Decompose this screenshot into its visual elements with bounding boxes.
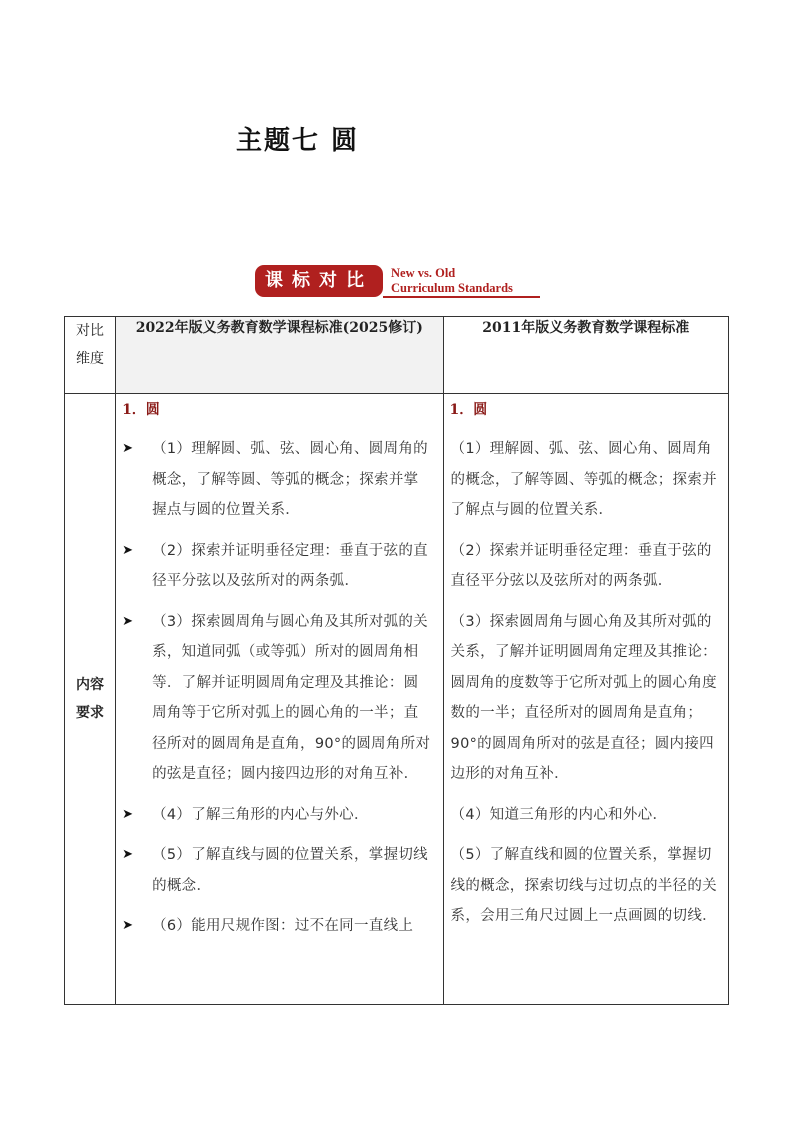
banner-tag: 课标对比 [255, 265, 383, 297]
banner-english [391, 266, 513, 296]
list-item [122, 911, 432, 942]
section-banner [255, 263, 545, 299]
row-dimension-line1: 内容 [76, 677, 105, 693]
header-dimension-line2: 维度 [76, 351, 105, 367]
list-item [122, 434, 432, 526]
list-item: （2）探索并证明垂径定理：垂直于弦的直径平分弦以及弦所对的两条弧． [450, 542, 712, 589]
list-item [122, 536, 432, 597]
list-item-text: （5）了解直线与圆的位置关系，掌握切线的概念． [152, 847, 428, 894]
new-section-title: 1．圆 [122, 402, 160, 418]
arrow-bullet-icon: ➤ [122, 441, 133, 456]
table-row [65, 394, 729, 1005]
list-item [122, 800, 432, 831]
header-new-standard: 2022年版义务教育数学课程标准(2025修订) [116, 317, 443, 394]
arrow-bullet-icon: ➤ [122, 806, 133, 822]
banner-english-line1: New vs. Old [391, 266, 456, 280]
comparison-table [64, 316, 729, 1005]
banner-underline [383, 296, 540, 298]
arrow-bullet-icon: ➤ [122, 847, 133, 862]
table-header-row [65, 317, 729, 394]
list-item [122, 840, 432, 901]
row-dimension [65, 394, 116, 1005]
header-old-standard: 2011年版义务教育数学课程标准 [443, 317, 728, 394]
list-item-text: （3）探索圆周角与圆心角及其所对弧的关系，知道同弧（或等弧）所对的圆周角相等．了解并证明圆周角定理及其推论：圆周角等于它所对弧上的圆心角的一半；直径所对的圆周角是直角，90°的圆周角所对的弦是直径；圆内接四边形的对角互补． [152, 613, 431, 782]
list-item-text: （1）理解圆、弧、弦、圆心角、圆周角的概念，了解等圆、等弧的概念；探索并掌握点与圆的位置关系． [152, 441, 428, 518]
page-title: 主题七 圆 [236, 126, 360, 156]
old-section-title: 1．圆 [449, 402, 488, 418]
list-item: （4）知道三角形的内心和外心． [450, 806, 668, 823]
arrow-bullet-icon: ➤ [122, 918, 133, 933]
list-item: （5）了解直线和圆的位置关系，掌握切线的概念，探索切线与过切点的半径的关系，会用三角尺过圆上一点画圆的切线． [450, 847, 717, 924]
list-item-text: （2）探索并证明垂径定理：垂直于弦的直径平分弦以及弦所对的两条弧． [152, 542, 428, 589]
row-dimension-line2: 要求 [76, 705, 105, 721]
new-standard-cell [116, 394, 443, 1005]
list-item-text: （4）了解三角形的内心与外心． [152, 806, 369, 823]
arrow-bullet-icon: ➤ [122, 613, 133, 629]
arrow-bullet-icon: ➤ [122, 542, 133, 558]
list-item-text: （6）能用尺规作图：过不在同一直线上 [152, 918, 414, 934]
old-standard-cell [443, 394, 728, 1005]
list-item [122, 607, 432, 790]
header-dimension [65, 317, 116, 394]
list-item: （3）探索圆周角与圆心角及其所对弧的关系，了解并证明圆周角定理及其推论：圆周角的度数等于它所对弧上的圆心角度数的一半；直径所对的圆周角是直角；90°的圆周角所对的弦是直径；圆内接四边形的对角互补． [450, 613, 717, 782]
list-item: （1）理解圆、弧、弦、圆心角、圆周角的概念，了解等圆、等弧的概念；探索并了解点与圆的位置关系． [450, 441, 717, 518]
header-dimension-line1: 对比 [76, 323, 105, 339]
banner-english-line2: Curriculum Standards [391, 281, 513, 295]
